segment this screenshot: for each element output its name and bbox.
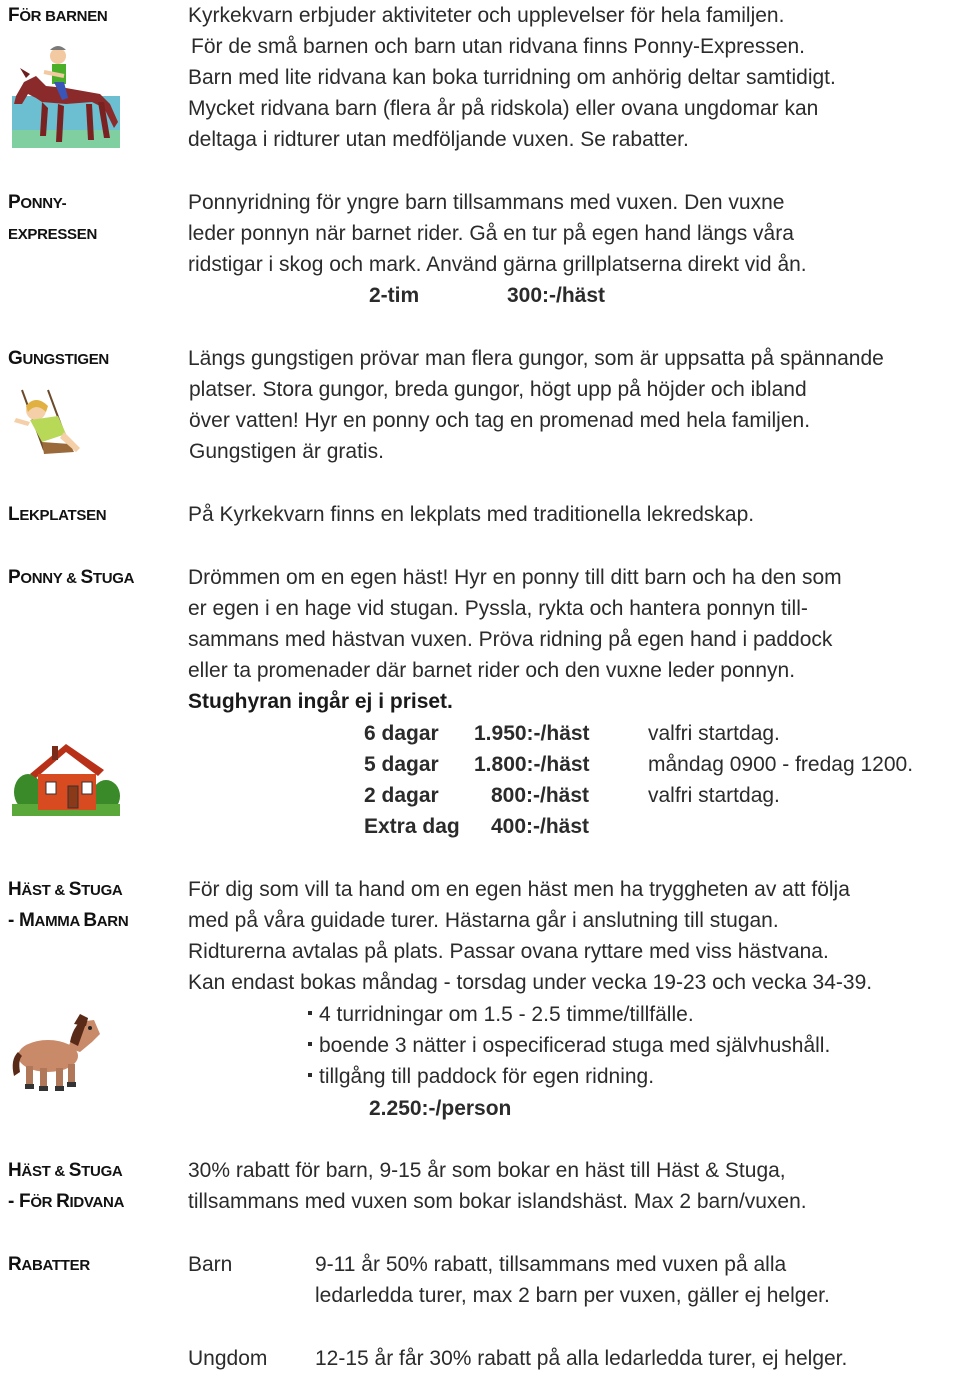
heading-gungstigen: GUNGSTIGEN	[8, 348, 109, 369]
price-amount: 400:-/häst	[491, 815, 590, 838]
text-line: Mycket ridvana barn (flera år på ridskola) eller ovana ungdomar kan	[188, 97, 819, 120]
price-days: 2 dagar	[364, 784, 439, 807]
text-line: eller ta promenader där barnet rider och den vuxne leder ponnyn.	[188, 659, 796, 682]
pony-icon	[8, 1012, 104, 1092]
text-line: över vatten! Hyr en ponny och tag en promenad med hela familjen.	[189, 409, 811, 432]
text-line: 9-11 år 50% rabatt, tillsammans med vuxen på alla	[315, 1253, 787, 1276]
bullet-item: boende 3 nätter i ospecificerad stuga med självhushåll.	[308, 1030, 830, 1061]
text-line: Kan endast bokas måndag - torsdag under vecka 19-23 och vecka 34-39.	[188, 971, 873, 994]
bullet-item: tillgång till paddock för egen ridning.	[308, 1061, 654, 1092]
heading-for-barnen: FÖR BARNEN	[8, 5, 108, 26]
text-line: leder ponnyn när barnet rider. Gå en tur på egen hand längs våra	[188, 222, 794, 245]
heading-lekplatsen: LEKPLATSEN	[8, 504, 107, 525]
note-bold: Stughyran ingår ej i priset.	[188, 690, 453, 713]
heading-rabatter: RABATTER	[8, 1254, 90, 1275]
bullet-dot-icon	[308, 1011, 312, 1015]
text-line: ledarledda turer, max 2 barn per vuxen, gäller ej helger.	[315, 1284, 830, 1307]
text-line: ridstigar i skog och mark. Använd gärna grillplatserna direkt vid ån.	[188, 253, 807, 276]
price-info: valfri startdag.	[648, 722, 780, 745]
price-amount: 800:-/häst	[491, 784, 590, 807]
discount-label: Barn	[188, 1253, 233, 1276]
price-days: Extra dag	[364, 815, 460, 838]
text-line: Längs gungstigen prövar man flera gungor, som är uppsatta på spännande	[188, 347, 884, 370]
price-days: 6 dagar	[364, 722, 439, 745]
text-line: tillsammans med vuxen som bokar islandshäst. Max 2 barn/vuxen.	[188, 1190, 807, 1213]
price-info: måndag 0900 - fredag 1200.	[648, 753, 914, 776]
text-line: platser. Stora gungor, breda gungor, högt upp på höjder och ibland	[189, 378, 807, 401]
bullet-dot-icon	[308, 1042, 312, 1046]
text-line: Ridturerna avtalas på plats. Passar ovana ryttare med viss hästvana.	[188, 940, 829, 963]
text-line: Barn med lite ridvana kan boka turridning om anhörig deltar samtidigt.	[188, 66, 836, 89]
price-duration: 2-tim	[369, 284, 420, 307]
price-days: 5 dagar	[364, 753, 439, 776]
text-line: På Kyrkekvarn finns en lekplats med traditionella lekredskap.	[188, 503, 755, 526]
heading-hast-stuga-mamma-2: - MAMMA BARN	[8, 910, 129, 931]
child-on-swing-icon	[8, 388, 88, 468]
text-line: sammans med hästvan vuxen. Pröva ridning på egen hand i paddock	[188, 628, 833, 651]
text-line: 30% rabatt för barn, 9-15 år som bokar en häst till Häst & Stuga,	[188, 1159, 786, 1182]
text-line: Ponnyridning för yngre barn tillsammans med vuxen. Den vuxne	[188, 191, 785, 214]
text-line: För de små barnen och barn utan ridvana finns Ponny-Expressen.	[191, 35, 806, 58]
price-amount: 1.800:-/häst	[474, 753, 590, 776]
text-line: Kyrkekvarn erbjuder aktiviteter och upplevelser för hela familjen.	[188, 4, 785, 27]
heading-hast-stuga-ridvana-1: HÄST & STUGA	[8, 1160, 123, 1181]
text-line: Drömmen om en egen häst! Hyr en ponny till ditt barn och ha den som	[188, 566, 842, 589]
text-line: 12-15 år får 30% rabatt på alla ledarledda turer, ej helger.	[315, 1347, 848, 1370]
bullet-dot-icon	[308, 1073, 312, 1077]
discount-label: Ungdom	[188, 1347, 268, 1370]
heading-ponny-expressen-1: PONNY-	[8, 192, 67, 213]
text-line: med på våra guidade turer. Hästarna går i anslutning till stugan.	[188, 909, 779, 932]
red-house-icon	[8, 740, 122, 818]
horse-rider-icon	[6, 42, 122, 150]
bullet-item: 4 turridningar om 1.5 - 2.5 timme/tillfälle.	[308, 999, 694, 1030]
text-line: er egen i en hage vid stugan. Pyssla, rykta och hantera ponnyn till-	[188, 597, 808, 620]
heading-ponny-expressen-2: EXPRESSEN	[8, 226, 97, 243]
text-line: Gungstigen är gratis.	[189, 440, 384, 463]
heading-hast-stuga-mamma-1: HÄST & STUGA	[8, 879, 123, 900]
price-value: 2.250:-/person	[369, 1097, 512, 1120]
heading-ponny-stuga: PONNY & STUGA	[8, 567, 135, 588]
text-line: deltaga i ridturer utan medföljande vuxen. Se rabatter.	[188, 128, 689, 151]
price-value: 300:-/häst	[507, 284, 606, 307]
heading-hast-stuga-ridvana-2: - FÖR RIDVANA	[8, 1191, 125, 1212]
text-line: För dig som vill ta hand om en egen häst men ha tryggheten av att följa	[188, 878, 850, 901]
price-info: valfri startdag.	[648, 784, 780, 807]
price-amount: 1.950:-/häst	[474, 722, 590, 745]
